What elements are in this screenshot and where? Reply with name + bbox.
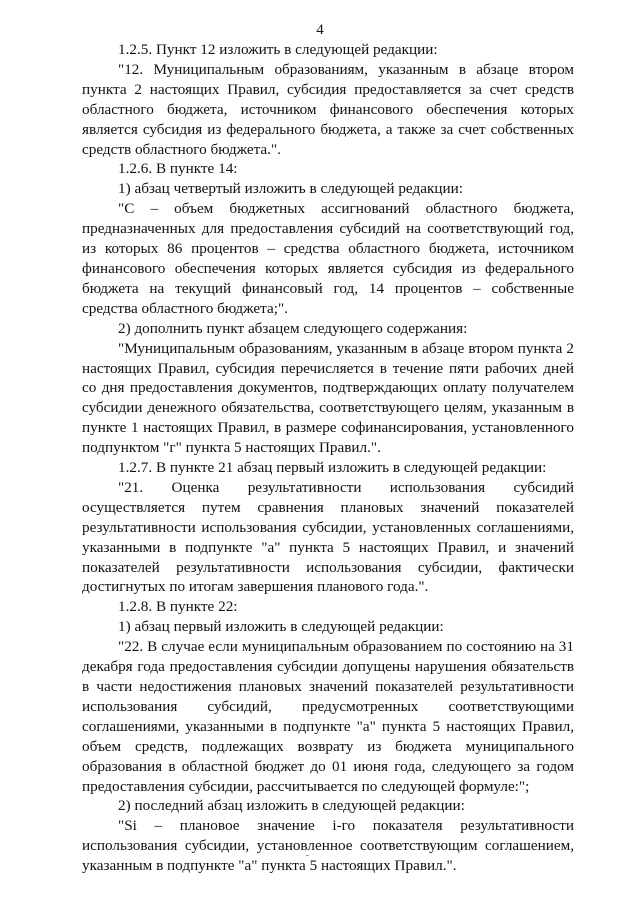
paragraph-point-22-text: "22. В случае если муниципальным образованием по состоянию на 31 декабря года предоставления субсидии допущены нарушения обязательств в части недостижения плановых значений показателей результативности использования субсидий, предусмотренных соответствующими соглашениями, указанными в подпункте "а" пункта 5 настоящих Правил, объем средств, подлежащих возврату из бюджета муниципального образования в областной бюджет до 01 июня года, следующего за годом предоставления субсидии, рассчитывается по следующей формуле:"; (82, 638, 574, 795)
paragraph-subitem-1-abzac-1: 1) абзац первый изложить в следующей редакции: (118, 618, 444, 636)
paragraph-1-2-8: 1.2.8. В пункте 22: (118, 598, 238, 616)
paragraph-transfer-text: "Муниципальным образованиям, указанным в абзаце втором пункта 2 настоящих Правил, субсидия перечисляется в течение пяти рабочих дней со дня предоставления документов, подтверждающих оплату получателем субсидии денежного обязательства, соответствующего целям, указанным в пункте 1 настоящих Правил, в размере софинансирования, установленного подпунктом "г" пункта 5 настоящих Правил.". (82, 339, 574, 457)
paragraph-point-12-text: "12. Муниципальным образованиям, указанным в абзаце втором пункта 2 настоящих Правил, субсидия предоставляется за счет средств областного бюджета, источником финансового обеспечения которых является субсидия из федерального бюджета, а также за счет собственных средств областного бюджета.". (82, 60, 574, 158)
paragraph-subitem-2-last-abzac: 2) последний абзац изложить в следующей редакции: (118, 797, 465, 815)
paragraph-si-definition: "Si – плановое значение i-го показателя результативности использования субсидии, установленное соответствующим соглашением, указанным в подпункте "а" пункта 5 настоящих Правил.". (82, 817, 574, 875)
paragraph-subitem-2-add: 2) дополнить пункт абзацем следующего содержания: (118, 319, 468, 337)
paragraph-subitem-1-abzac-4: 1) абзац четвертый изложить в следующей редакции: (118, 180, 463, 198)
paragraph-1-2-5: 1.2.5. Пункт 12 изложить в следующей редакции: (118, 41, 438, 58)
scan-dot (306, 855, 309, 856)
paragraph-1-2-6: 1.2.6. В пункте 14: (118, 160, 238, 178)
document-body (82, 40, 574, 876)
paragraph-point-21-text: "21. Оценка результативности использования субсидий осуществляется путем сравнения плановых значений показателей результативности использования субсидии, установленных соглашениями, указанными в подпункте "а" пункта 5 настоящих Правил, и значений показателей результативности использования субсидии, фактически достигнутых по итогам завершения планового года.". (82, 478, 574, 596)
paragraph-1-2-7: 1.2.7. В пункте 21 абзац первый изложить в следующей редакции: (118, 459, 547, 477)
page-number: 4 (316, 22, 324, 38)
paragraph-c-definition: "С – объем бюджетных ассигнований областного бюджета, предназначенных для предоставления субсидий на соответствующий год, из которых 86 процентов – средства областного бюджета, источником финансового обеспечения которых является субсидия из федерального бюджета на текущий финансовый год, 14 процентов – собственные средства областного бюджета;". (82, 200, 574, 317)
